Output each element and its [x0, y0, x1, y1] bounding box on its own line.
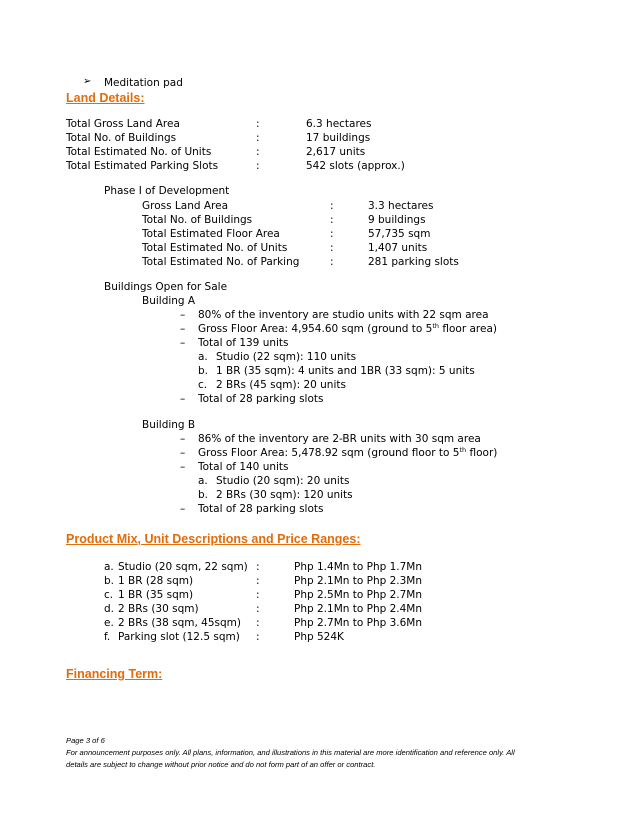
- phase-title: Phase I of Development: [104, 185, 230, 197]
- sub-marker: a.: [198, 475, 208, 487]
- financing-heading: Financing Term:: [66, 667, 163, 681]
- dash-icon: –: [180, 309, 186, 321]
- sub-marker: c.: [198, 379, 208, 391]
- list-item: Total of 140 units: [198, 461, 289, 473]
- dash-icon: –: [180, 323, 186, 335]
- list-item: 80% of the inventory are studio units with 22 sqm area: [198, 309, 489, 321]
- bullet-text: Meditation pad: [104, 77, 183, 89]
- page: ➢ Meditation pad Land Details: Total Gross Land Area : 6.3 hectares Total No. of Buildings : 17 buildings Total Estimated No. of Units : 2,617 units Total Estimated Parking Slots : 542 slots (approx.) Phase I of Development Gross Land Area : 3.3 hectares Total No. of Buildings : 9 buildings Total Estimated Floor Area : 57,735 sqm Total Estimated No. of Units : 1,407 units Total Estimated No. of Parking : 281 parking slots Buildings Open for Sale Building A – 80% of the inventory are studio units with 22 sqm area – Gross Floor Area: 4,954.60 sqm (ground to 5th floor area) – Total of 139 units a. Studio (22 sqm): 110 units b. 1 BR (35 sqm): 4 units and 1BR (33 sqm): 5 units c. 2 BRs (45 sqm): 20 units – Total of 28 parking slots Building B – 86% of the inventory are 2-BR units with 30 sqm area – Gross Floor Area: 5,478.92 sqm (ground floor to 5th floor) – Total of 140 units a. Studio (20 sqm): 20 units b. 2 BRs (30 sqm): 120 units – Total of 28 parking slots Product Mix, Unit Descriptions and Price Ranges: a. Studio (20 sqm, 22 sqm) : Php 1.4Mn to Php 1.7Mn b. 1 BR (28 sqm) : Php 2.1Mn to Php 2.3Mn c. 1 BR (35 sqm) : Php 2.5Mn to Php 2.7Mn d. 2 BRs (30 sqm) : Php 2.1Mn to Php 2.4Mn e. 2 BRs (38 sqm, 45sqm) : Php 2.7Mn to Php 3.6Mn f. Parking slot (12.5 sqm) : Php 524K Financing Term: Page 3 of 6 For announcement purposes only. All plans, information, and illustrations in this material are more identification and reference only. All details are subject to change without prior notice and do not form part of an offer or contract.: [66, 76, 515, 769]
- sub-marker: b.: [198, 489, 209, 501]
- sub-item: 1 BR (35 sqm): 4 units and 1BR (33 sqm): 5 units: [216, 365, 475, 377]
- dash-icon: –: [180, 503, 186, 515]
- list-item: Gross Floor Area: 5,478.92 sqm (ground floor to 5th floor): [198, 446, 498, 459]
- sub-item: Studio (20 sqm): 20 units: [216, 475, 350, 487]
- building-b-name: Building B: [142, 419, 196, 431]
- building-a-name: Building A: [142, 295, 196, 307]
- page-number: Page 3 of 6: [66, 736, 105, 745]
- list-item: 86% of the inventory are 2-BR units with 30 sqm area: [198, 433, 481, 445]
- dash-icon: –: [180, 337, 186, 349]
- footer-disclaimer-line-1: For announcement purposes only. All plans, information, and illustrations in this material are more identification and reference only. All: [66, 748, 515, 757]
- list-item: Total of 28 parking slots: [198, 393, 324, 405]
- dash-icon: –: [180, 461, 186, 473]
- list-item: Total of 28 parking slots: [198, 503, 324, 515]
- sub-item: 2 BRs (45 sqm): 20 units: [216, 379, 346, 391]
- list-item: Gross Floor Area: 4,954.60 sqm (ground to 5th floor area): [198, 322, 498, 335]
- sub-marker: a.: [198, 351, 208, 363]
- sub-item: 2 BRs (30 sqm): 120 units: [216, 489, 353, 501]
- dash-icon: –: [180, 393, 186, 405]
- sub-item: Studio (22 sqm): 110 units: [216, 351, 357, 363]
- footer-disclaimer-line-2: details are subject to change without prior notice and do not form part of an offer or contract.: [66, 760, 376, 769]
- arrow-bullet-icon: ➢: [83, 76, 92, 87]
- list-item: Total of 139 units: [198, 337, 289, 349]
- sale-title: Buildings Open for Sale: [104, 281, 228, 293]
- land-details-heading: Land Details:: [66, 91, 145, 105]
- dash-icon: –: [180, 433, 186, 445]
- sub-marker: b.: [198, 365, 209, 377]
- product-mix-heading: Product Mix, Unit Descriptions and Price Ranges:: [66, 532, 361, 546]
- dash-icon: –: [180, 447, 186, 459]
